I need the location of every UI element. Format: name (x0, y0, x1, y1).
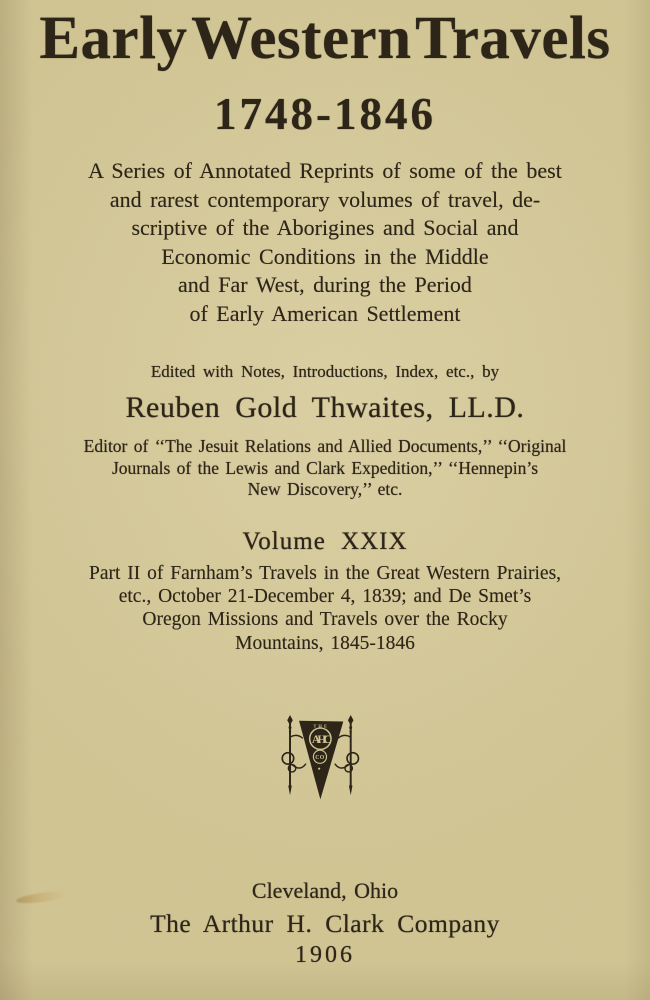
volume-description-line: Part II of Farnham’s Travels in the Great Western Prairies, (88, 563, 562, 584)
mark-the-text: THE (313, 723, 330, 729)
series-description-line: Economic Conditions in the Middle (161, 243, 489, 269)
imprint-publisher: The Arthur H. Clark Company (150, 909, 500, 938)
volume-heading: Volume XXIX (242, 528, 408, 555)
series-description-line: of Early American Settlement (189, 300, 461, 326)
editor-credentials (0, 436, 650, 501)
imprint-city: Cleveland, Ohio (251, 878, 399, 903)
series-description-line: and rarest contemporary volumes of travel, de- (109, 186, 541, 212)
volume-description-line: Oregon Missions and Travels over the Rocky (142, 609, 508, 631)
series-description-line: A Series of Annotated Reprints of some of the best (88, 158, 562, 183)
book-title: Early Western Travels (39, 5, 611, 72)
series-description (0, 157, 650, 328)
mark-dot (318, 768, 320, 770)
volume-description (0, 562, 650, 655)
editor-credentials-line: Editor of ‘‘The Jesuit Relations and Allied Documents,’’ ‘‘Original (83, 436, 567, 456)
editor-credentials-line: Journals of the Lewis and Clark Expedition,’’ ‘‘Hennepin’s (111, 457, 539, 478)
volume-description-line: etc., October 21-December 4, 1839; and De Smet’s (118, 586, 532, 608)
monogram-letters: AHC (311, 734, 329, 747)
volume-description-line: Mountains, 1845-1846 (235, 632, 415, 654)
mark-co-text: CO (315, 755, 325, 762)
editor-credentials-line: New Discovery,’’ etc. (247, 479, 403, 499)
imprint-year: 1906 (295, 942, 355, 968)
editor-name: Reuben Gold Thwaites, LL.D. (125, 391, 525, 424)
edited-by-line: Edited with Notes, Introductions, Index, etc., by (150, 362, 500, 381)
series-description-line: scriptive of the Aborigines and Social and (131, 215, 519, 240)
book-date-range: 1748-1846 (214, 89, 436, 139)
publisher-device-icon (281, 714, 363, 802)
series-description-line: and Far West, during the Period (178, 272, 472, 297)
